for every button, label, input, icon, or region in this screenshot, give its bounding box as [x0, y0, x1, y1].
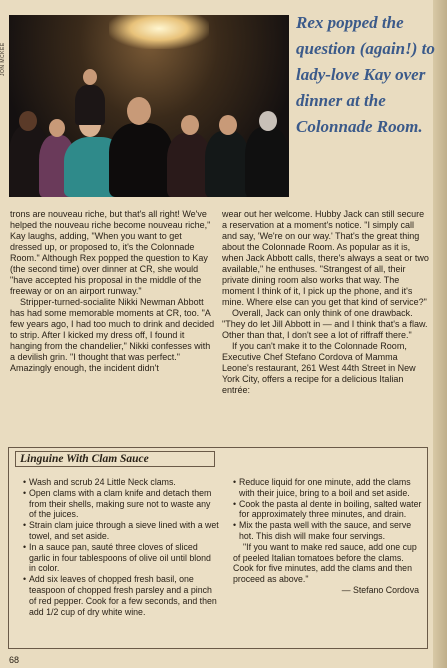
- bullet-icon: •: [23, 574, 27, 585]
- page-number: 68: [9, 655, 20, 665]
- recipe-step: • Reduce liquid for one minute, add the clams with their juice, bring to a boil and set aside.: [233, 477, 411, 498]
- guest-figure: [75, 85, 105, 125]
- article-column-right: [222, 209, 430, 396]
- bullet-icon: •: [233, 477, 237, 487]
- recipe-signature: — Stefano Cordova: [341, 584, 419, 595]
- guest-head: [181, 115, 199, 135]
- guest-figure: [245, 127, 289, 197]
- recipe-step: • Add six leaves of chopped fresh basil, one teaspoon of chopped fresh parsley and a pinch of red pepper. Cook for a few seconds, and then add 1/2 cup of dry white wine.: [23, 574, 217, 617]
- bullet-icon: •: [23, 487, 27, 498]
- bullet-icon: •: [23, 477, 27, 487]
- dinner-photo: [9, 15, 289, 197]
- article-column-left: [10, 209, 215, 374]
- recipe-step: • In a sauce pan, sauté three cloves of sliced garlic in four tablespoons of olive oil until blond in color.: [23, 541, 211, 574]
- rex-head: [127, 97, 151, 125]
- guest-head: [49, 119, 65, 137]
- guest-head: [19, 111, 37, 131]
- rex-figure: [109, 123, 173, 197]
- recipe-title: Linguine With Clam Sauce: [15, 451, 215, 467]
- recipe-steps-left: [23, 477, 219, 617]
- recipe-box: [8, 447, 428, 649]
- recipe-step: • Open clams with a clam knife and detach them from their shells, making sure not to waste any of the juices.: [23, 487, 212, 520]
- guest-head: [219, 115, 237, 135]
- article-paragraph: Stripper-turned-socialite Nikki Newman Abbott has had some memorable moments at CR, too. "A few years ago, I had too much to drink and decided to strip. After I kicked my dress off, I found it hanging from the chandelier," Nikki confesses with a devilish grin. "I thought that was perfect." Amazingly enough, the incident didn't: [10, 297, 215, 373]
- guest-head: [259, 111, 277, 131]
- recipe-step: • Mix the pasta well with the sauce, and serve hot. This dish will make four servings.: [233, 520, 412, 541]
- recipe-step: • Wash and scrub 24 Little Neck clams.: [23, 477, 176, 487]
- bullet-icon: •: [23, 520, 27, 531]
- article-paragraph: wear out her welcome. Hubby Jack can still secure a reservation at a moment's notice. "I simply call and say, 'We're on our way.' That's the great thing about the Colonnade Room. As popular as it is, when Jack Abbott calls, there's always a seat or two available," he enthuses. "Strangest of all, their private dining room also works that way. The moment I think of it, I pick up the phone, and it's mine. Where else can you get that kind of service?": [222, 209, 429, 307]
- article-paragraph: Overall, Jack can only think of one drawback. "They do let Jill Abbott in — and I think that's a flaw. Other than that, I don't see a lot of riffraff there.": [222, 308, 428, 340]
- bullet-icon: •: [233, 520, 237, 531]
- recipe-note: "If you want to make red sauce, add one cup of peeled Italian tomatoes before the clams. Cook for five minutes, add the clams and then proceed as above.": [233, 541, 417, 585]
- photo-caption: Rex popped the question (again!) to lady-love Kay over dinner at the Colonnade Room.: [296, 13, 435, 136]
- chandelier-light: [109, 15, 209, 49]
- article-paragraph: trons are nouveau riche, but that's all right! We've helped the nouveau riche become nouveau riche," Kay laughs, adding, "When you want to get dressed up, or proposed to, it's the Colonnade Room." Although Rex popped the question to Kay (the second time) over dinner at CR, she would "have accepted his proposal in the middle of the freeway or on an airport runway.": [10, 209, 211, 296]
- article-paragraph: If you can't make it to the Colonnade Room, Executive Chef Stefano Cordova of Mamma Leone's restaurant, 261 West 44th Street in New York City, offers a recipe for a delicious Italian entrée:: [222, 341, 416, 395]
- guest-figure: [205, 131, 249, 197]
- photo-credit: JON MCKEE: [0, 42, 6, 76]
- guest-head: [83, 69, 97, 85]
- recipe-step: • Cook the pasta al dente in boiling, salted water for approximately three minutes, and drain.: [233, 498, 422, 520]
- bullet-icon: •: [233, 498, 237, 509]
- bullet-icon: •: [23, 541, 27, 552]
- recipe-step: • Strain clam juice through a sieve lined with a wet towel, and set aside.: [23, 520, 219, 541]
- recipe-steps-right: [233, 477, 423, 596]
